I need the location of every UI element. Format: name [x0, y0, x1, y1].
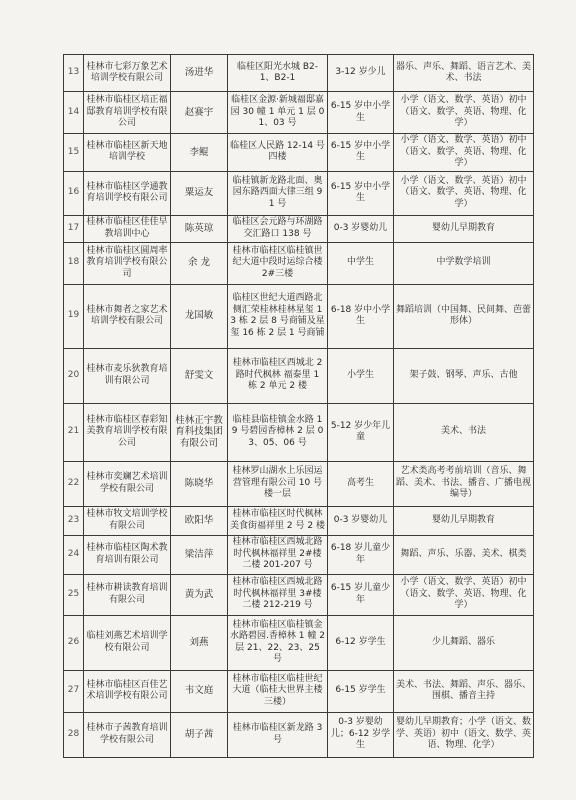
row-number: 22 [64, 461, 84, 506]
institution-name: 桂林市舞者之家艺术培训学校有限公司 [84, 284, 171, 348]
target-group: 3-12 岁少儿 [328, 55, 394, 92]
institution-name: 桂林市耕读教育培训有限公司 [84, 574, 171, 615]
row-number: 13 [64, 55, 84, 92]
table-row [64, 134, 534, 172]
legal-person: 欧阳华 [171, 506, 228, 535]
table-row [64, 403, 534, 461]
address: 桂林市临桂区时代枫林美食街福祥里 2 号 2 楼 [228, 506, 328, 535]
legal-person: 龙国敏 [171, 284, 228, 348]
training-content: 小学（语文、数学、英语）初中（语文、数学、英语、物理、化学） [394, 92, 534, 134]
legal-person: 胡子茜 [171, 712, 228, 757]
address: 临桂区人民路 12-14 号四楼 [228, 134, 328, 172]
target-group: 0-3 岁婴幼儿；6-12 岁学生 [328, 712, 394, 757]
table-row [64, 215, 534, 242]
institution-name: 临桂刘燕艺术培训学校有限公司 [84, 615, 171, 670]
training-content: 器乐、声乐、舞蹈、语言艺术、美术、书法 [394, 55, 534, 92]
legal-person: 赵赛宇 [171, 92, 228, 134]
training-content: 婴幼儿早期教育 [394, 506, 534, 535]
row-number: 14 [64, 92, 84, 134]
target-group: 0-3 岁婴幼儿 [328, 215, 394, 242]
address: 桂林市临桂区新龙路 3 号 [228, 712, 328, 757]
training-content: 婴幼儿早期教育 [394, 215, 534, 242]
row-number: 26 [64, 615, 84, 670]
training-content: 美术、书法、舞蹈、声乐、器乐、围棋、播音主持 [394, 670, 534, 712]
table-row [64, 284, 534, 348]
target-group: 6-15 岁学生 [328, 670, 394, 712]
table-row [64, 55, 534, 92]
target-group: 0-3 岁婴幼儿 [328, 506, 394, 535]
address: 桂林市临桂区西城北 2 路时代枫林 福泰里 1 栋 2 单元 2 楼 [228, 348, 328, 403]
institution-name: 桂林市七彩万象艺术培训学校有限公司 [84, 55, 171, 92]
address: 桂林市临桂区西城北路时代枫林福祥里 3#楼二楼 212-219 号 [228, 574, 328, 615]
institution-table [63, 54, 534, 758]
institution-name: 桂林市麦乐狄教育培训有限公司 [84, 348, 171, 403]
table-row [64, 506, 534, 535]
row-number: 21 [64, 403, 84, 461]
address: 桂林市临桂区临桂镇世纪大道中段时运综合楼 2#三楼 [228, 242, 328, 284]
training-content: 中学数学培训 [394, 242, 534, 284]
institution-name: 桂林市临桂区新天地培训学校 [84, 134, 171, 172]
target-group: 6-15 岁中小学生 [328, 134, 394, 172]
target-group: 6-18 岁儿童少年 [328, 535, 394, 574]
institution-name: 桂林市临桂区春彩知美教育培训学校有限公司 [84, 403, 171, 461]
institution-name: 桂林市临桂区佳佳早教培训中心 [84, 215, 171, 242]
legal-person: 梁洁萍 [171, 535, 228, 574]
training-content: 舞蹈、声乐、乐器、美术、棋类 [394, 535, 534, 574]
legal-person: 余 龙 [171, 242, 228, 284]
institution-name: 桂林市临桂区培正福邸教育培训学校有限公司 [84, 92, 171, 134]
training-content: 美术、书法 [394, 403, 534, 461]
training-content: 小学（语文、数学、英语）初中（语文、数学、英语、物理、化学） [394, 134, 534, 172]
row-number: 28 [64, 712, 84, 757]
address: 临桂镇新龙路北面、奥园东路西面大律三组 91 号 [228, 171, 328, 215]
target-group: 5-12 岁少年儿童 [328, 403, 394, 461]
training-content: 舞蹈培训（中国舞、民间舞、芭蕾形体） [394, 284, 534, 348]
target-group: 中学生 [328, 242, 394, 284]
row-number: 20 [64, 348, 84, 403]
row-number: 27 [64, 670, 84, 712]
target-group: 6-18 岁中小学生 [328, 284, 394, 348]
table-row [64, 92, 534, 134]
institution-name: 桂林市临桂区学通教育培训学校有限公司 [84, 171, 171, 215]
address: 临桂区金源·新城福邸嘉园 30 幢 1 单元 1 层 01、03 号 [228, 92, 328, 134]
row-number: 15 [64, 134, 84, 172]
address: 桂林罗山湖水上乐园运营管理有限公司 10 号楼一层 [228, 461, 328, 506]
institution-name: 桂林市临桂区陶术教育培训有限公司 [84, 535, 171, 574]
table-row [64, 615, 534, 670]
legal-person: 刘燕 [171, 615, 228, 670]
table-row [64, 348, 534, 403]
training-content: 小学（语文、数学、英语）初中（语文、数学、英语、物理、化学） [394, 171, 534, 215]
target-group: 6-12 岁学生 [328, 615, 394, 670]
address: 临桂区世纪大道西路北侧汇荣桂林桂林星玺 13 栋 2 层 8 号商铺及星玺 16 栋 2 层 1 号商铺 [228, 284, 328, 348]
training-content: 婴幼儿早期教育；小学（语文、数学、英语）初中（语文、数学、英语、物理、化学） [394, 712, 534, 757]
training-content: 少儿舞蹈、器乐 [394, 615, 534, 670]
row-number: 17 [64, 215, 84, 242]
target-group: 6-15 岁儿童少年 [328, 574, 394, 615]
target-group: 6-15 岁中小学生 [328, 171, 394, 215]
target-group: 6-15 岁中小学生 [328, 92, 394, 134]
row-number: 16 [64, 171, 84, 215]
table-row [64, 670, 534, 712]
address: 桂林市临桂区西城北路时代枫林福祥里 2#楼二楼 201-207 号 [228, 535, 328, 574]
row-number: 18 [64, 242, 84, 284]
legal-person: 黄为武 [171, 574, 228, 615]
legal-person: 陈英琼 [171, 215, 228, 242]
row-number: 25 [64, 574, 84, 615]
table-row [64, 574, 534, 615]
address: 桂林市临桂区临桂世纪大道（临桂大世界主楼三楼） [228, 670, 328, 712]
table-row [64, 712, 534, 757]
legal-person: 韦文庭 [171, 670, 228, 712]
target-group: 小学生 [328, 348, 394, 403]
table-row [64, 171, 534, 215]
legal-person: 粟运友 [171, 171, 228, 215]
institution-name: 桂林市奕斓艺术培训学校有限公司 [84, 461, 171, 506]
table-row [64, 242, 534, 284]
training-content: 小学（语文、数学、英语）初中（语文、数学、英语、物理、化学） [394, 574, 534, 615]
institution-name: 桂林市子茜教育培训学校有限公司 [84, 712, 171, 757]
legal-person: 李鲲 [171, 134, 228, 172]
row-number: 24 [64, 535, 84, 574]
address: 临桂区会元路与环湖路交汇路口 138 号 [228, 215, 328, 242]
address: 桂林市临桂区临桂镇金水路碧园.香樟林 1 幢 2 层 21、22、23、25 号 [228, 615, 328, 670]
training-content: 架子鼓、钢琴、声乐、古他 [394, 348, 534, 403]
legal-person: 汤进华 [171, 55, 228, 92]
row-number: 19 [64, 284, 84, 348]
legal-person: 舒雯文 [171, 348, 228, 403]
training-content: 艺术类高考考前培训（音乐、舞蹈、美术、书法、播音、广播电视编导） [394, 461, 534, 506]
row-number: 23 [64, 506, 84, 535]
table-row [64, 535, 534, 574]
institution-name: 桂林市牧文培训学校有限公司 [84, 506, 171, 535]
address: 临桂县临桂镇金水路 19 号碧园香樟林 2 层 03、05、06 号 [228, 403, 328, 461]
legal-person: 桂林正宇教育科技集团有限公司 [171, 403, 228, 461]
institution-name: 桂林市临桂区百佳艺术培训学校有限公司 [84, 670, 171, 712]
legal-person: 陈晓华 [171, 461, 228, 506]
institution-name: 桂林市临桂区圆周率教育培训学校有限公司 [84, 242, 171, 284]
table-row [64, 461, 534, 506]
address: 临桂区阳光水城 B2-1、B2-1 [228, 55, 328, 92]
target-group: 高考生 [328, 461, 394, 506]
